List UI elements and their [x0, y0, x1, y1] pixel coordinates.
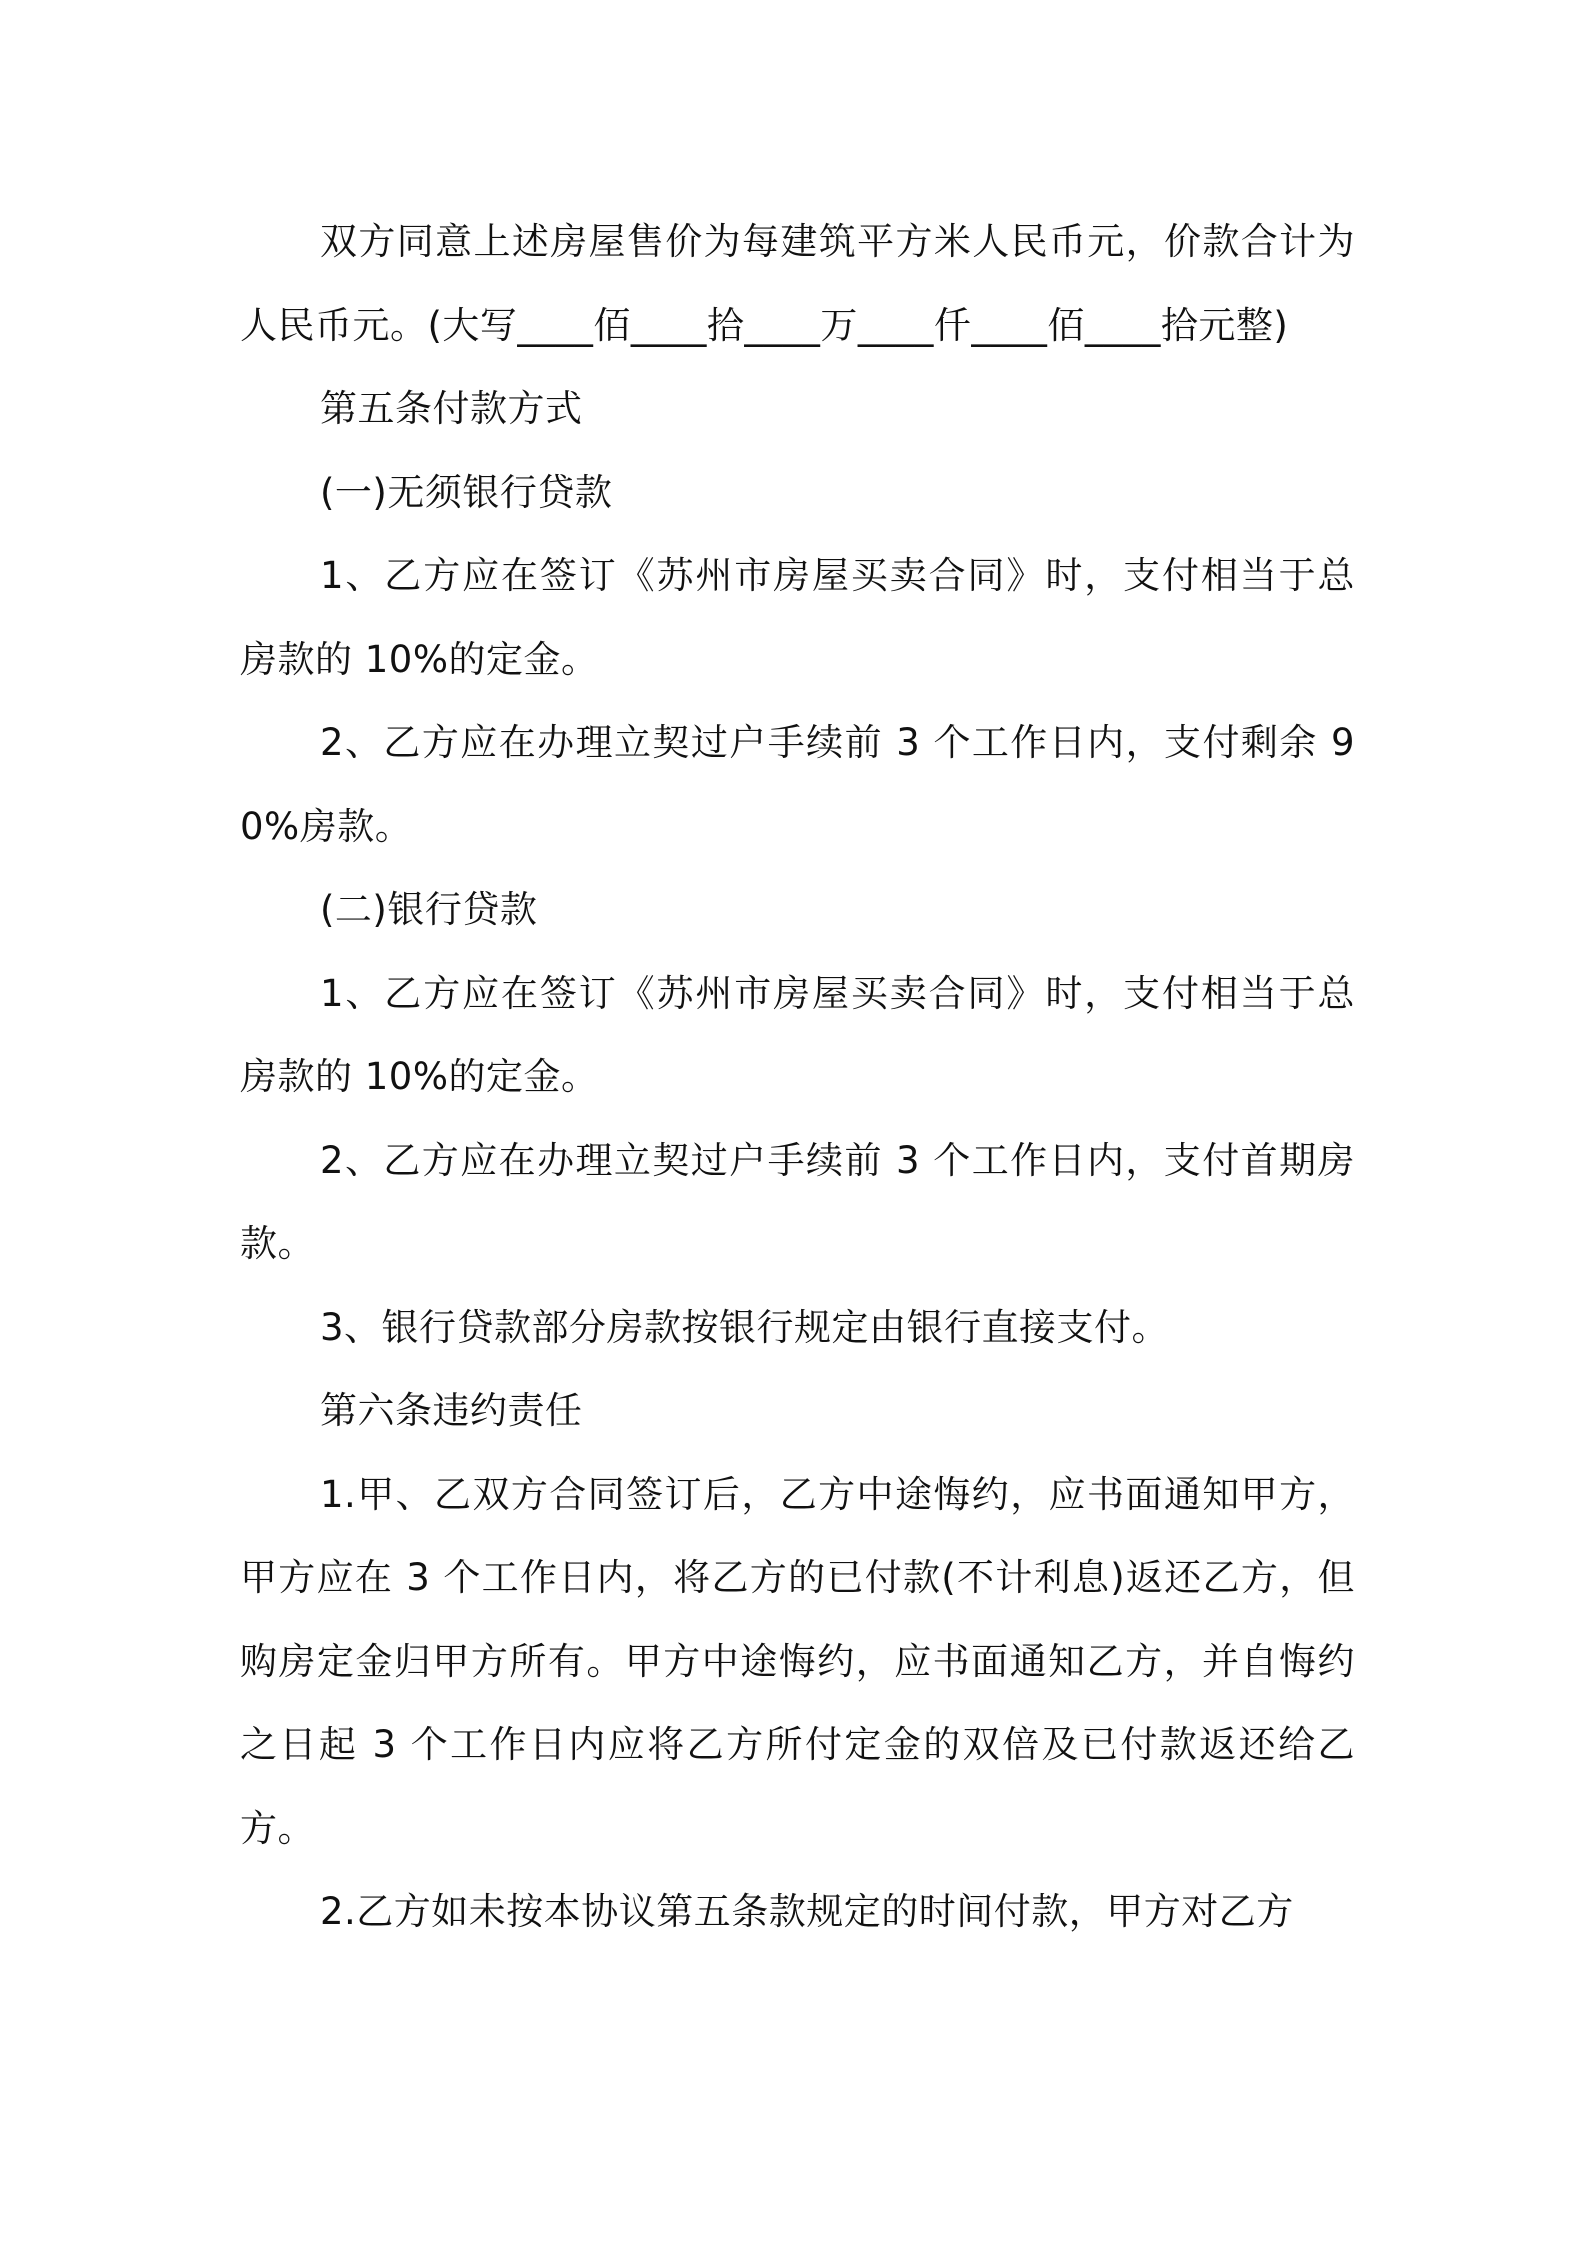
- document-body: [240, 200, 1355, 1954]
- paragraph-bank-loan-2: 2、乙方应在办理立契过户手续前 3 个工作日内，支付首期房款。: [240, 1138, 1355, 1265]
- heading-article-6: 第六条违约责任: [320, 1389, 583, 1432]
- heading-article-5: 第五条付款方式: [320, 387, 583, 430]
- paragraph-breach-2: 2.乙方如未按本协议第五条款规定的时间付款，甲方对乙方: [320, 1890, 1294, 1933]
- subheading-no-loan: (一)无须银行贷款: [320, 470, 613, 514]
- paragraph-no-loan-2: 2、乙方应在办理立契过户手续前 3 个工作日内，支付剩余 90%房款。: [240, 721, 1355, 848]
- paragraph-no-loan-1: 1、乙方应在签订《苏州市房屋买卖合同》时，支付相当于总房款的 10%的定金。: [240, 554, 1355, 681]
- paragraph-bank-loan-3: 3、银行贷款部分房款按银行规定由银行直接支付。: [320, 1305, 1170, 1349]
- paragraph-breach-1: 1.甲、乙双方合同签订后，乙方中途悔约，应书面通知甲方，甲方应在 3 个工作日内，将乙方的已付款(不计利息)返还乙方，但购房定金归甲方所有。甲方中途悔约，应书面通知乙方，并自悔约之日起 3 个工作日内应将乙方所付定金的双倍及已付款返还给乙方。: [240, 1472, 1355, 1850]
- subheading-bank-loan: (二)银行贷款: [320, 888, 538, 931]
- paragraph-price: 双方同意上述房屋售价为每建筑平方米人民币元，价款合计为人民币元。(大写____佰____拾____万____仟____佰____拾元整): [240, 220, 1355, 347]
- paragraph-bank-loan-1: 1、乙方应在签订《苏州市房屋买卖合同》时，支付相当于总房款的 10%的定金。: [240, 971, 1355, 1098]
